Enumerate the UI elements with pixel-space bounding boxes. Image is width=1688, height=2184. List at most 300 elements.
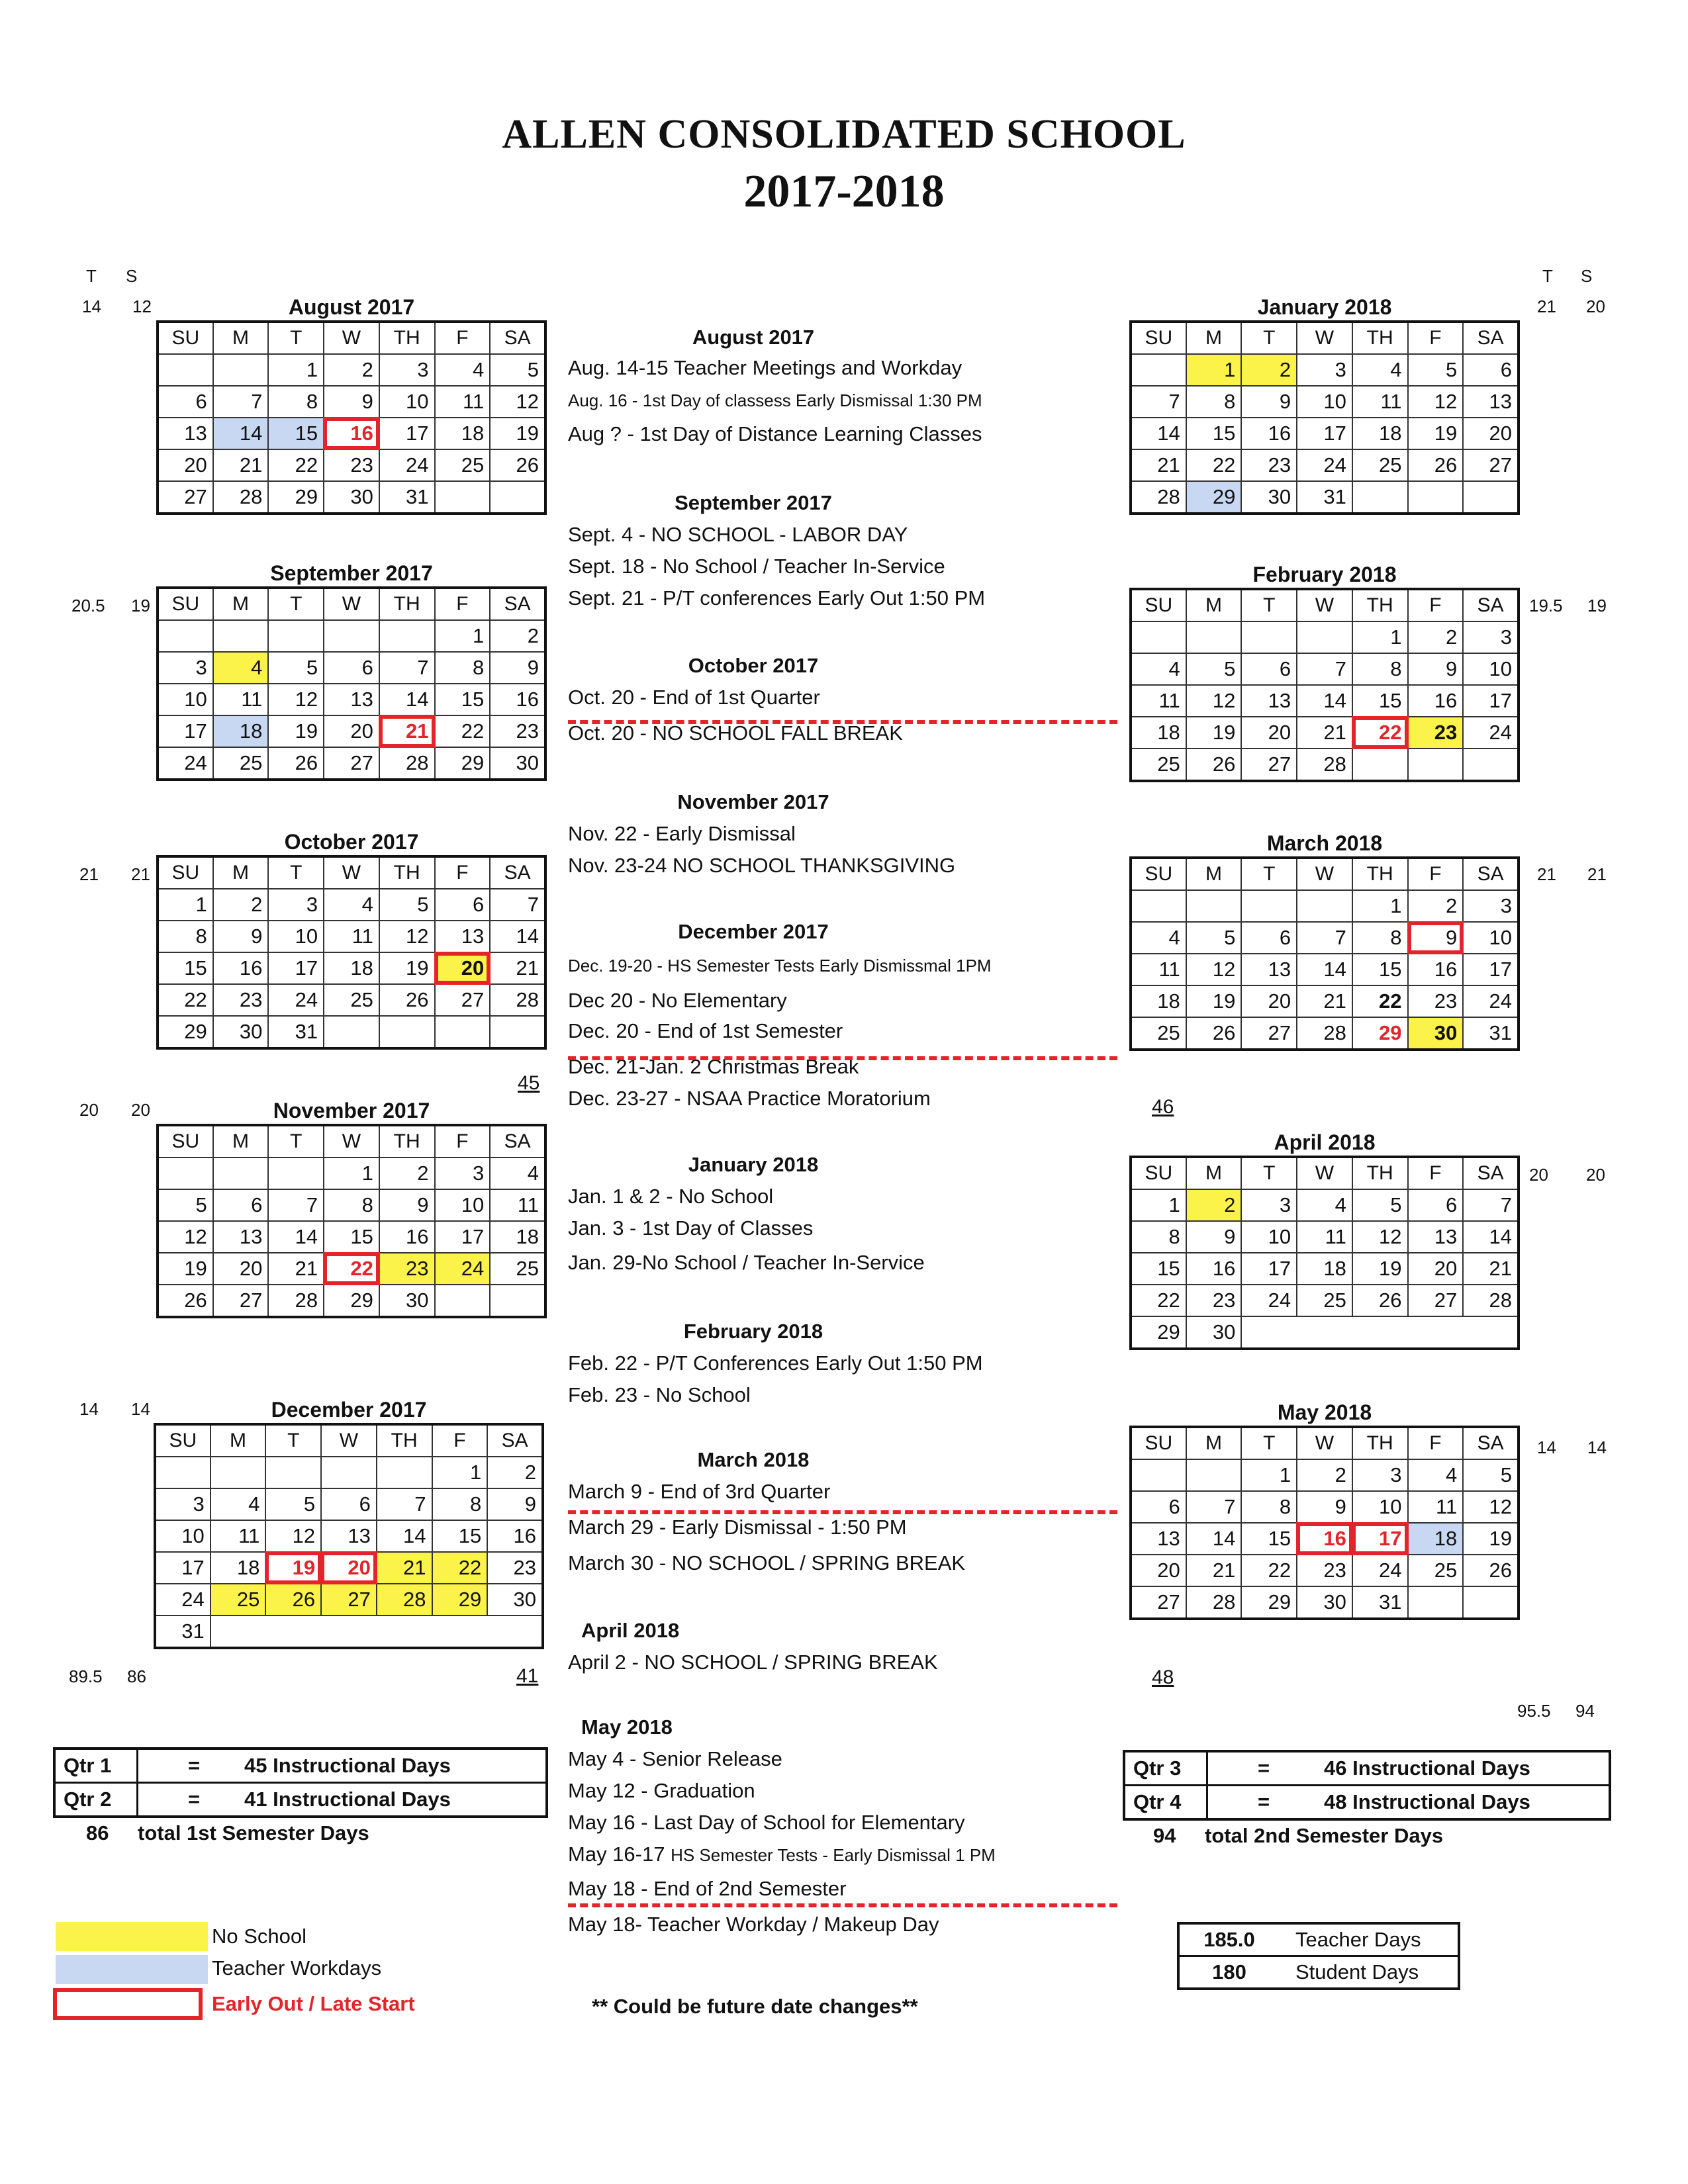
day-cell: 21 [490, 952, 545, 984]
day-cell: 18 [1408, 1523, 1464, 1555]
day-cell: 15 [1241, 1523, 1297, 1555]
day-cell: 18 [1352, 418, 1408, 449]
calendar-grid [1129, 856, 1520, 1051]
legend-swatch-no-school [56, 1922, 208, 1951]
day-cell: 17 [1297, 418, 1352, 449]
day-cell: 2 [1408, 890, 1464, 922]
quarter-row [1125, 1752, 1609, 1786]
day-cell: 21 [1463, 1253, 1519, 1285]
event-item: Feb. 22 - P/T Conferences Early Out 1:50 PM [568, 1351, 983, 1375]
day-header: F [1408, 858, 1464, 890]
day-cell: 8 [158, 921, 213, 952]
day-cell: 30 [1241, 481, 1297, 514]
day-header: F [1408, 322, 1464, 354]
day-cell: 19 [1186, 985, 1242, 1017]
teacher-days-number: 185.0 [1203, 1928, 1255, 1951]
day-header: T [268, 856, 324, 889]
day-cell: 2 [1186, 1189, 1242, 1221]
day-cell: 15 [1186, 418, 1242, 449]
day-cell: 30 [1297, 1586, 1352, 1619]
day-cell: 5 [379, 889, 435, 921]
day-cell: 27 [1131, 1586, 1186, 1619]
day-cell: 30 [379, 1285, 435, 1317]
day-cell: 24 [268, 984, 324, 1016]
day-cell: 20 [1131, 1555, 1186, 1586]
sep-student-count: 19 [131, 596, 150, 615]
day-cell: 11 [211, 1520, 266, 1552]
calendar-grid [156, 320, 547, 515]
day-cell: 9 [1186, 1221, 1242, 1253]
day-cell: 1 [1186, 354, 1242, 386]
day-cell: 3 [1241, 1189, 1297, 1221]
day-cell: 4 [211, 1488, 266, 1520]
day-header: SA [490, 588, 545, 620]
day-cell: 18 [1297, 1253, 1352, 1285]
may-student-count: 14 [1587, 1437, 1607, 1457]
day-cell: 19 [1463, 1523, 1519, 1555]
day-header: T [268, 1125, 324, 1158]
day-cell: 23 [1241, 449, 1297, 481]
quarter-row [1125, 1786, 1609, 1818]
day-cell: 15 [1352, 954, 1408, 985]
day-header: TH [1352, 1427, 1408, 1459]
sem1-teacher-total: 89.5 [69, 1666, 103, 1686]
quarter-divider [568, 720, 1117, 724]
day-cell: 24 [1241, 1285, 1297, 1316]
day-cell: 4 [1297, 1189, 1352, 1221]
day-cell: 20 [1463, 418, 1519, 449]
day-cell: 29 [435, 747, 491, 780]
student-days-number: 180 [1212, 1960, 1246, 1983]
calendar-december-2017 [154, 1396, 544, 1649]
day-cell: 1 [1352, 621, 1408, 653]
day-cell: 8 [324, 1189, 379, 1221]
day-header: M [1186, 858, 1242, 890]
day-cell: 5 [1408, 354, 1464, 386]
day-cell: 11 [1297, 1221, 1352, 1253]
day-cell: 18 [435, 418, 491, 449]
day-cell: 8 [432, 1488, 488, 1520]
day-cell: 22 [432, 1552, 488, 1584]
day-cell: 17 [155, 1552, 211, 1584]
day-cell: 23 [324, 449, 379, 481]
day-cell: 6 [435, 889, 491, 921]
day-cell: 21 [1297, 985, 1352, 1017]
day-cell: 31 [1352, 1586, 1408, 1619]
quarter-label: Qtr 4 [1133, 1786, 1208, 1818]
day-cell: 17 [435, 1221, 491, 1253]
day-cell: 4 [1131, 922, 1186, 954]
day-cell: 19 [265, 1552, 321, 1584]
day-cell: 12 [1408, 386, 1464, 418]
day-cell: 4 [324, 889, 379, 921]
day-cell: 9 [490, 652, 545, 684]
day-cell: 26 [158, 1285, 213, 1317]
day-cell: 24 [158, 747, 213, 780]
day-cell: 3 [379, 354, 435, 386]
event-item: March 29 - Early Dismissal - 1:50 PM [568, 1516, 907, 1539]
day-cell: 30 [1186, 1316, 1242, 1349]
event-item: Feb. 23 - No School [568, 1383, 751, 1406]
day-cell: 17 [1463, 954, 1519, 985]
aug-teacher-count: 14 [82, 296, 101, 316]
day-cell: 17 [1241, 1253, 1297, 1285]
oct-student-count: 21 [131, 864, 150, 884]
day-cell: 15 [432, 1520, 488, 1552]
day-header: W [324, 588, 379, 620]
day-cell: 14 [379, 684, 435, 715]
day-cell: 6 [321, 1488, 377, 1520]
day-cell: 10 [155, 1520, 211, 1552]
day-cell: 21 [377, 1552, 432, 1584]
event-item: May 4 - Senior Release [568, 1747, 782, 1770]
day-cell: 8 [1131, 1221, 1186, 1253]
day-header: F [1408, 589, 1464, 621]
day-cell: 8 [268, 386, 324, 418]
day-cell: 5 [265, 1488, 321, 1520]
event-item: Dec. 19-20 - HS Semester Tests Early Dismissmal 1PM [568, 956, 992, 976]
day-cell: 24 [1463, 985, 1519, 1017]
day-cell: 12 [265, 1520, 321, 1552]
day-cell: 24 [1352, 1555, 1408, 1586]
day-cell: 2 [490, 620, 545, 652]
day-cell: 24 [379, 449, 435, 481]
day-header: SU [158, 856, 213, 889]
day-cell: 27 [1463, 449, 1519, 481]
events-heading-sep: September 2017 [675, 491, 832, 514]
day-cell: 3 [268, 889, 324, 921]
day-cell: 3 [158, 652, 213, 684]
day-cell: 18 [324, 952, 379, 984]
day-cell: 10 [1297, 386, 1352, 418]
day-header: SA [1463, 322, 1519, 354]
day-cell: 28 [377, 1584, 432, 1615]
sem2-teacher-total: 95.5 [1517, 1701, 1551, 1721]
day-cell: 17 [158, 715, 213, 747]
day-cell: 10 [158, 684, 213, 715]
day-header: SU [1131, 1427, 1186, 1459]
day-cell: 13 [1463, 386, 1519, 418]
day-cell: 17 [268, 952, 324, 984]
day-cell: 23 [1408, 985, 1464, 1017]
day-cell: 8 [1241, 1491, 1297, 1523]
day-header: W [1297, 858, 1352, 890]
event-item: Dec 20 - No Elementary [568, 989, 787, 1012]
nov-teacher-count: 20 [79, 1100, 99, 1120]
calendar-grid [1129, 1426, 1520, 1620]
day-header: T [1241, 858, 1297, 890]
day-header: SU [158, 588, 213, 620]
day-cell: 12 [1186, 685, 1242, 717]
day-cell: 9 [1241, 386, 1297, 418]
day-cell: 4 [1352, 354, 1408, 386]
day-cell: 22 [1186, 449, 1242, 481]
day-cell: 22 [158, 984, 213, 1016]
day-cell: 29 [1352, 1017, 1408, 1050]
calendar-october-2017 [156, 829, 547, 1050]
day-cell: 4 [435, 354, 491, 386]
left-s-header: S [126, 266, 138, 286]
day-cell: 25 [1352, 449, 1408, 481]
day-cell: 30 [490, 747, 545, 780]
day-cell: 6 [1131, 1491, 1186, 1523]
day-cell: 17 [1463, 685, 1519, 717]
day-cell: 6 [213, 1189, 269, 1221]
day-cell: 11 [1352, 386, 1408, 418]
q2-total-underlined: 41 [516, 1665, 539, 1687]
day-cell: 11 [324, 921, 379, 952]
equals-sign: = [188, 1754, 201, 1777]
day-cell: 18 [213, 715, 269, 747]
day-header: M [213, 1125, 269, 1158]
day-cell: 9 [487, 1488, 543, 1520]
day-header: F [1408, 1427, 1464, 1459]
day-cell: 28 [490, 984, 545, 1016]
legend-swatch-teacher-workdays [56, 1955, 208, 1984]
events-heading-jan: January 2018 [688, 1153, 819, 1176]
day-cell: 18 [490, 1221, 545, 1253]
jan-teacher-count: 21 [1537, 296, 1556, 316]
nov-student-count: 20 [131, 1100, 150, 1120]
day-cell: 16 [1186, 1253, 1242, 1285]
sem2-total-number: 94 [1153, 1824, 1176, 1847]
may-teacher-count: 14 [1537, 1437, 1556, 1457]
event-item: Aug. 14-15 Teacher Meetings and Workday [568, 356, 962, 379]
mar-teacher-count: 21 [1537, 864, 1556, 884]
events-heading-may: May 2018 [581, 1715, 673, 1739]
day-header: T [1241, 322, 1297, 354]
day-header: SU [1131, 322, 1186, 354]
semester1-quarters-box [53, 1747, 548, 1818]
day-header: SA [1463, 1427, 1519, 1459]
calendar-grid [156, 855, 547, 1050]
legend-no-school-label: No School [212, 1925, 307, 1948]
calendar-august-2017 [156, 294, 547, 515]
day-header: SA [490, 856, 545, 889]
day-header: TH [1352, 322, 1408, 354]
day-cell: 10 [1352, 1491, 1408, 1523]
day-header: SU [158, 322, 213, 354]
day-cell: 31 [155, 1615, 211, 1648]
day-cell: 25 [435, 449, 491, 481]
day-cell: 13 [158, 418, 213, 449]
sem1-total-label: total 1st Semester Days [138, 1821, 369, 1844]
day-cell: 25 [1131, 749, 1186, 781]
events-heading-dec: December 2017 [678, 920, 829, 943]
day-cell: 3 [1463, 621, 1519, 653]
day-cell: 21 [213, 449, 269, 481]
semester2-quarters-box [1123, 1750, 1611, 1821]
day-header: T [1241, 1427, 1297, 1459]
event-item: Sept. 21 - P/T conferences Early Out 1:50 PM [568, 586, 986, 610]
event-item: Sept. 4 - NO SCHOOL - LABOR DAY [568, 523, 908, 546]
day-cell: 11 [1408, 1491, 1464, 1523]
event-item: Aug ? - 1st Day of Distance Learning Classes [568, 422, 982, 445]
day-cell: 10 [1463, 653, 1519, 685]
day-cell: 16 [1408, 685, 1464, 717]
calendar-title: September 2017 [270, 561, 433, 585]
day-header: W [324, 856, 379, 889]
day-cell: 20 [435, 952, 491, 984]
day-cell: 16 [379, 1221, 435, 1253]
day-cell: 28 [268, 1285, 324, 1317]
day-cell: 27 [158, 481, 213, 514]
day-cell: 14 [1186, 1523, 1242, 1555]
day-header: W [324, 1125, 379, 1158]
day-header: M [211, 1424, 266, 1457]
day-cell: 7 [213, 386, 269, 418]
day-cell: 9 [1408, 653, 1464, 685]
day-cell: 15 [435, 684, 491, 715]
day-cell: 20 [324, 715, 379, 747]
day-header: T [1241, 1157, 1297, 1189]
oct-teacher-count: 21 [79, 864, 99, 884]
quarter-row [56, 1750, 545, 1784]
day-cell: 6 [1241, 922, 1297, 954]
day-cell: 14 [377, 1520, 432, 1552]
day-cell: 24 [1297, 449, 1352, 481]
school-title: ALLEN CONSOLIDATED SCHOOL [502, 112, 1186, 157]
day-cell: 1 [1131, 1189, 1186, 1221]
events-heading-aug: August 2017 [692, 326, 815, 349]
day-cell: 21 [1186, 1555, 1242, 1586]
sep-teacher-count: 20.5 [71, 596, 105, 615]
day-cell: 14 [1463, 1221, 1519, 1253]
day-cell: 20 [213, 1253, 269, 1285]
day-header: M [1186, 1157, 1242, 1189]
day-cell: 26 [265, 1584, 321, 1615]
day-cell: 5 [1186, 922, 1242, 954]
day-cell: 22 [1352, 985, 1408, 1017]
calendar-grid [1129, 1156, 1520, 1350]
day-header: W [321, 1424, 377, 1457]
day-cell: 12 [490, 386, 545, 418]
day-cell: 22 [1352, 717, 1408, 749]
day-cell: 15 [1131, 1253, 1186, 1285]
day-cell: 25 [1131, 1017, 1186, 1050]
day-cell: 13 [321, 1520, 377, 1552]
day-cell: 11 [1131, 685, 1186, 717]
day-cell: 2 [1297, 1459, 1352, 1491]
calendar-april-2018 [1129, 1129, 1520, 1350]
calendar-title: December 2017 [271, 1398, 427, 1422]
day-cell: 9 [1408, 922, 1464, 954]
event-item: Jan. 1 & 2 - No School [568, 1185, 774, 1208]
day-cell: 3 [1463, 890, 1519, 922]
day-cell: 20 [321, 1552, 377, 1584]
event-item: Dec. 20 - End of 1st Semester [568, 1019, 843, 1042]
equals-sign: = [1258, 1790, 1270, 1813]
calendar-february-2018 [1129, 561, 1520, 782]
day-cell: 9 [1297, 1491, 1352, 1523]
day-header: T [265, 1424, 321, 1457]
day-cell: 7 [1297, 653, 1352, 685]
day-cell: 5 [1463, 1459, 1519, 1491]
day-cell: 22 [268, 449, 324, 481]
event-item: May 18 - End of 2nd Semester [568, 1877, 847, 1900]
student-days-label: Student Days [1295, 1960, 1419, 1983]
right-s-header: S [1581, 266, 1593, 286]
day-cell: 29 [1131, 1316, 1186, 1349]
event-item: Nov. 22 - Early Dismissal [568, 822, 796, 845]
day-header: W [1297, 1157, 1352, 1189]
day-cell: 23 [379, 1253, 435, 1285]
calendar-may-2018 [1129, 1399, 1520, 1620]
day-cell: 9 [379, 1189, 435, 1221]
day-cell: 30 [213, 1016, 269, 1048]
day-header: SU [1131, 858, 1186, 890]
q1-total-underlined: 45 [518, 1072, 540, 1094]
day-cell: 16 [1408, 954, 1464, 985]
day-header: SA [1463, 1157, 1519, 1189]
day-cell: 6 [324, 652, 379, 684]
semester-divider [568, 1056, 1117, 1060]
day-cell: 17 [1352, 1523, 1408, 1555]
day-header: SA [1463, 589, 1519, 621]
day-cell: 25 [1297, 1285, 1352, 1316]
day-cell: 7 [268, 1189, 324, 1221]
day-cell: 2 [213, 889, 269, 921]
day-cell: 25 [1408, 1555, 1464, 1586]
day-header: TH [379, 588, 435, 620]
legend-early-label: Early Out / Late Start [212, 1992, 415, 2015]
day-cell: 8 [1186, 386, 1242, 418]
day-cell: 24 [155, 1584, 211, 1615]
quarter-label: Qtr 2 [64, 1784, 138, 1815]
day-cell: 16 [213, 952, 269, 984]
events-heading-feb: February 2018 [683, 1320, 823, 1343]
left-t-header: T [86, 266, 97, 286]
day-cell: 28 [1463, 1285, 1519, 1316]
day-cell: 25 [213, 747, 269, 780]
day-header: SU [1131, 589, 1186, 621]
event-date: May 16-17 [568, 1843, 671, 1866]
quarter-label: Qtr 1 [64, 1750, 138, 1782]
day-cell: 5 [1186, 653, 1242, 685]
day-cell: 5 [490, 354, 545, 386]
day-cell: 30 [487, 1584, 543, 1615]
day-cell: 3 [1297, 354, 1352, 386]
calendar-grid [156, 586, 547, 781]
day-header: TH [379, 856, 435, 889]
day-cell: 3 [435, 1158, 491, 1189]
day-cell: 26 [1408, 449, 1464, 481]
mar-student-count: 21 [1587, 864, 1607, 884]
totals-row [1180, 1925, 1458, 1957]
day-cell: 1 [432, 1457, 488, 1488]
day-cell: 12 [158, 1221, 213, 1253]
day-cell: 5 [158, 1189, 213, 1221]
day-cell: 22 [1131, 1285, 1186, 1316]
dec-student-count: 14 [131, 1399, 150, 1419]
day-header: TH [377, 1424, 432, 1457]
day-cell: 26 [1463, 1555, 1519, 1586]
day-cell: 16 [324, 418, 379, 449]
day-cell: 1 [158, 889, 213, 921]
calendar-title: November 2017 [273, 1099, 430, 1122]
day-cell: 29 [268, 481, 324, 514]
event-item: Oct. 20 - NO SCHOOL FALL BREAK [568, 721, 903, 745]
day-cell: 28 [1297, 749, 1352, 781]
day-header: M [1186, 322, 1242, 354]
event-item: May 18- Teacher Workday / Makeup Day [568, 1913, 939, 1936]
day-cell: 27 [213, 1285, 269, 1317]
calendar-grid [156, 1124, 547, 1318]
day-cell: 27 [435, 984, 491, 1016]
event-item: Dec. 21-Jan. 2 Christmas Break [568, 1055, 859, 1078]
day-cell: 14 [1297, 685, 1352, 717]
q4-total-underlined: 48 [1152, 1666, 1174, 1688]
